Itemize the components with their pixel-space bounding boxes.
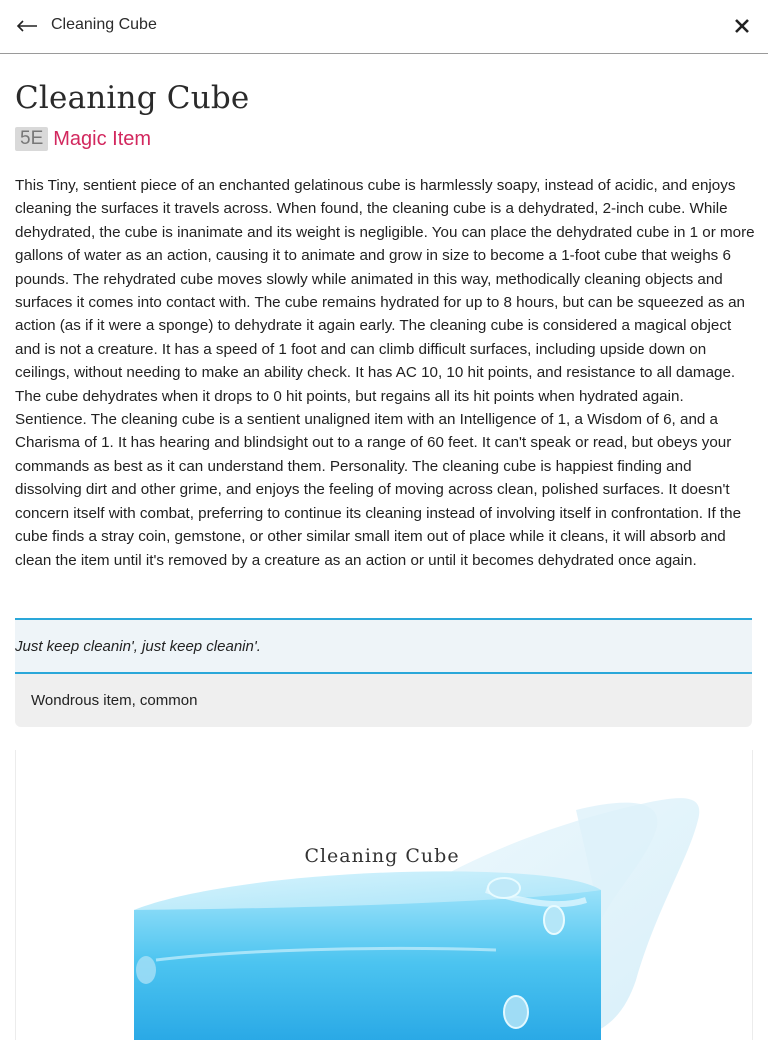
item-subtitle (15, 127, 151, 151)
item-description: This Tiny, sentient piece of an enchanted gelatinous cube is harmlessly soapy, instead of acidic, and enjoys cleaning the surfaces it travels across. When found, the cleaning cube is a dehydrated, 2-inch cube. While dehydrated, the cube is inanimate and its weight is negligible. You can place the dehydrated cube in 1 or more gallons of water as an action, causing it to animate and grow in size to become a 1-foot cube that weighs 6 pounds. The rehydrated cube moves slowly while animated in this way, methodically cleaning objects and surfaces it comes into contact with. The cube remains hydrated for up to 8 hours, but can be squeezed as an action (as if it were a sponge) to dehydrate it again early. The cleaning cube is considered a magical object and is not a creature. It has a speed of 1 foot and can climb difficult surfaces, including upside down on ceilings, without needing to make an ability check. It has AC 10, 10 hit points, and resistance to all damage. The cube dehydrates when it drops to 0 hit points, but regains all its hit points when hydrated again. Sentience. The cleaning cube is a sentient unaligned item with an Intelligence of 1, a Wisdom of 6, and a Charisma of 1. It has hearing and blindsight out to a range of 60 feet. It can't speak or read, but obeys your commands as best as it can understand them. Personality. The cleaning cube is happiest finding and dissolving dirt and other grime, and enjoys the feeling of moving across clean, polished surfaces. It doesn't concern itself with combat, preferring to continue its cleaning instead of involving itself in confrontation. If the cube finds a stray coin, gemstone, or other similar small item out of place while it cleans, it will absorb and clean the item until it's removed by a creature as an action or until it becomes dehydrated once again. (15, 177, 755, 569)
illustration-caption: Cleaning Cube (304, 845, 460, 867)
arrow-left-icon (16, 19, 38, 33)
edition-badge: 5E (15, 127, 48, 151)
back-button[interactable] (14, 12, 40, 40)
page-title: Cleaning Cube (15, 80, 250, 116)
close-button[interactable] (732, 14, 752, 38)
flavor-text: Just keep cleanin', just keep cleanin'. (15, 637, 261, 655)
close-icon (734, 18, 750, 34)
item-illustration (15, 750, 753, 1040)
rarity-box (15, 674, 752, 727)
item-category: Magic Item (53, 127, 152, 150)
top-bar (0, 0, 768, 54)
flavor-quote (15, 618, 752, 674)
topbar-title: Cleaning Cube (51, 16, 157, 33)
cleaning-cube-illustration (16, 750, 752, 1040)
rarity-text: Wondrous item, common (31, 692, 198, 709)
